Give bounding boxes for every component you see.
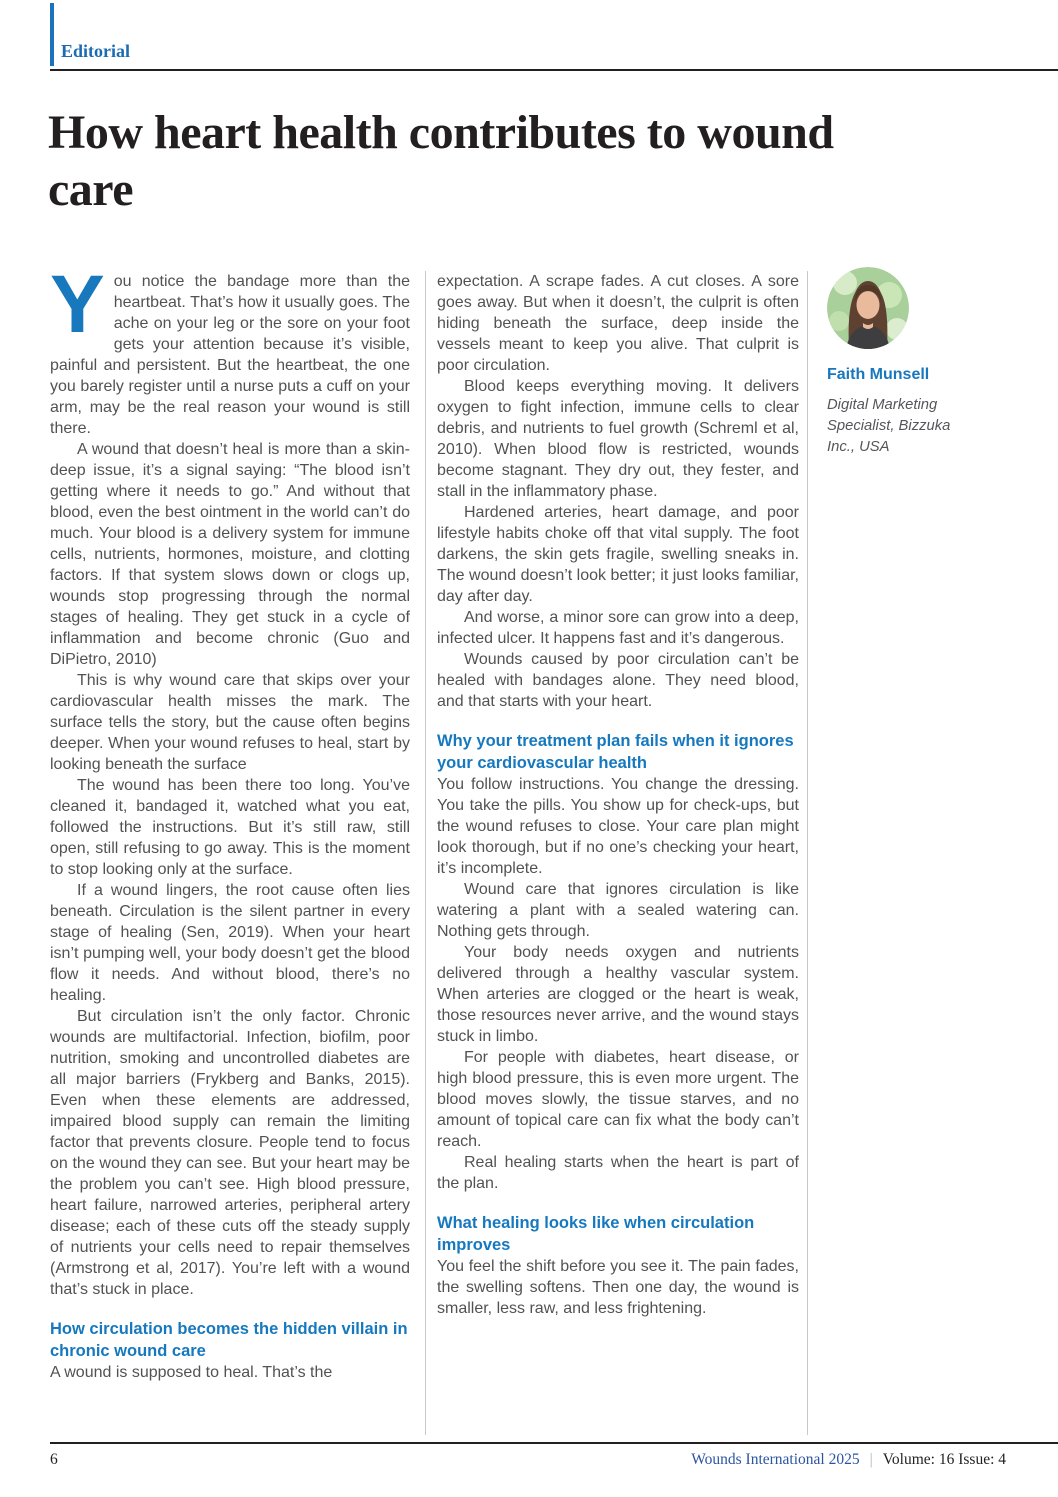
subheading-circulation-villain: How circulation becomes the hidden villain in chronic wound care [50,1320,408,1360]
article-body [50,259,1008,1435]
lead-text: ou notice the bandage more than the heartbeat. That’s how it usually goes. The ache on your leg or the sore on your foot gets your attention because it’s visible, painful and persistent. But the heartbeat, the one you barely register until a nurse puts a cuff on your arm, may be the real reason your wound is still there. [50,273,410,437]
page-title: How heart health contributes to wound care [48,106,834,216]
paragraph: If a wound lingers, the root cause often lies beneath. Circulation is the silent partner in every stage of healing (Sen, 2019). When your heart isn’t pumping well, your body doesn’t get the blood flow it needs. And without blood, there’s no healing. [50,882,410,1004]
footer-rule [50,1442,1058,1444]
subheading-treatment-plan: Why your treatment plan fails when it ignores your cardiovascular health [437,732,794,772]
paragraph: Wounds caused by poor circulation can’t be healed with bandages alone. They need blood, and that starts with your heart. [437,651,799,710]
paragraph: expectation. A scrape fades. A cut closes. A sore goes away. But when it doesn’t, the culprit is often hiding beneath the surface, deep inside the vessels meant to keep you alive. That culprit is poor circulation. [437,273,799,374]
paragraph: Wound care that ignores circulation is like watering a plant with a sealed watering can. Nothing gets through. [437,881,799,940]
section-label: Editorial [61,41,131,61]
lead-paragraph [50,259,410,439]
paragraph: You follow instructions. You change the dressing. You take the pills. You show up for check-ups, but the wound refuses to close. Your care plan might look thorough, but if no one’s checking your heart, it’s incomplete. [437,776,799,877]
author-sidebar [827,271,1008,1435]
paragraph: But circulation isn’t the only factor. Chronic wounds are multifactorial. Infection, biofilm, poor nutrition, smoking and uncontrolled diabetes are all major barriers (Frykberg and Banks, 2015). Even when these elements are addressed, impaired blood supply can remain the limiting factor that prevents closure. People tend to focus on the wound they can see. But your heart may be the problem you can’t see. High blood pressure, heart failure, narrowed arteries, peripheral artery disease; each of these cuts off the steady supply of nutrients your cells need to repair themselves (Armstrong et al, 2017). You’re left with a wound that’s stuck in place. [50,1008,410,1298]
column-divider [425,271,426,1435]
paragraph: Blood keeps everything moving. It delivers oxygen to fight infection, immune cells to clear debris, and nutrients to fuel growth (Schreml et al, 2010). When blood flow is restricted, wounds become stagnant. They dry out, they fester, and stall in the inflammatory phase. [437,378,799,500]
paragraph: A wound that doesn’t heal is more than a skin-deep issue, it’s a signal saying: “The blood isn’t getting where it needs to go.” And without that blood, even the best ointment in the world can’t do much. Your blood is a delivery system for immune cells, nutrients, hormones, moisture, and clotting factors. If that system slows down or clogs up, wounds stop progressing through the normal stages of healing. They get stuck in a cycle of inflammation and become chronic (Guo and DiPietro, 2010) [50,441,410,668]
paragraph: Your body needs oxygen and nutrients delivered through a healthy vascular system. When arteries are clogged or the heart is weak, those resources never arrive, and the wound stays stuck in limbo. [437,944,799,1045]
sidebar-divider [807,271,808,1435]
subheading-healing-improves: What healing looks like when circulation improves [437,1214,755,1254]
paragraph: A wound is supposed to heal. That’s the [50,1364,333,1381]
header-rule [50,69,1058,71]
footer-separator: | [869,1451,873,1468]
accent-bar [50,3,54,66]
paragraph: Real healing starts when the heart is part of the plan. [437,1154,799,1192]
paragraph: This is why wound care that skips over your cardiovascular health misses the mark. The surface tells the story, but the cause often begins deeper. When your wound refuses to heal, start by looking beneath the surface [50,672,410,773]
paragraph: Hardened arteries, heart damage, and poor lifestyle habits choke off that vital supply. The foot darkens, the skin gets fragile, swelling sneaks in. The wound doesn’t look better; it just looks familiar, day after day. [437,504,799,605]
drop-cap: Y [50,259,105,350]
portrait-icon [827,267,909,349]
paragraph: You feel the shift before you see it. The pain fades, the swelling softens. Then one day, the wound is smaller, less raw, and less frightening. [437,1258,799,1317]
column-right [437,271,799,1435]
journal-name: Wounds International 2025 [691,1451,860,1468]
column-left [50,259,410,1435]
author-bio: Digital Marketing Specialist, Bizzuka Inc., USA [827,397,951,455]
paragraph: And worse, a minor sore can grow into a deep, infected ulcer. It happens fast and it’s dangerous. [437,609,799,647]
author-name: Faith Munsell [827,366,930,383]
page-number: 6 [50,1451,58,1468]
author-card [827,267,1008,458]
paragraph: For people with diabetes, heart disease, or high blood pressure, this is even more urgent. The blood moves slowly, the tissue starves, and no amount of topical care can fix what the body can’t reach. [437,1049,799,1150]
author-photo [827,267,909,349]
paragraph: The wound has been there too long. You’ve cleaned it, bandaged it, watched what you eat, followed the instructions. But it’s still raw, still open, still refusing to go away. This is the moment to stop looking only at the surface. [50,777,410,878]
footer [50,1451,1006,1469]
volume-issue: Volume: 16 Issue: 4 [882,1451,1006,1468]
footer-journal-info [691,1451,1006,1469]
